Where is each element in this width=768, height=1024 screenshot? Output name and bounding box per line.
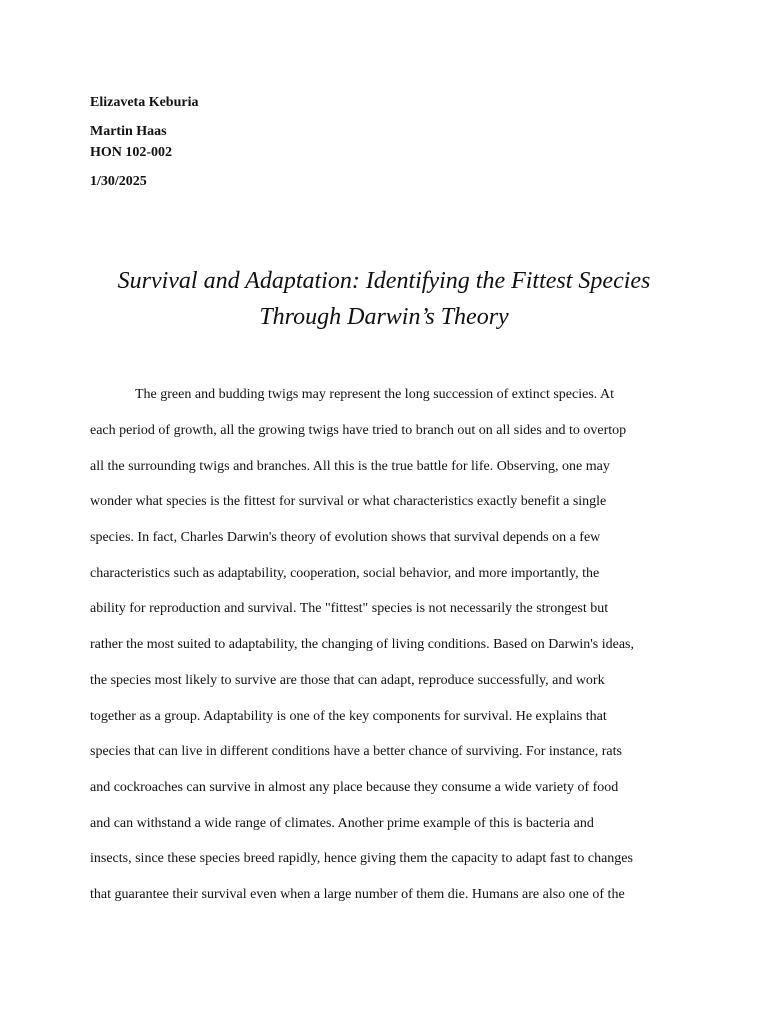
body-line: rather the most suited to adaptability, the changing of living conditions. Based on Darwin's ideas,: [90, 637, 635, 652]
body-line: all the surrounding twigs and branches. All this is the true battle for life. Observing, one may: [90, 459, 610, 474]
essay-title-line-2: Through Darwin’s Theory: [259, 304, 509, 330]
document-date: 1/30/2025: [90, 174, 147, 189]
body-line: wonder what species is the fittest for survival or what characteristics exactly benefit a single: [90, 494, 607, 509]
course-code: HON 102-002: [90, 145, 173, 160]
body-line: insects, since these species breed rapidly, hence giving them the capacity to adapt fast to changes: [90, 851, 633, 866]
body-line: that guarantee their survival even when a large number of them die. Humans are also one of the: [90, 887, 625, 902]
author-name: Elizaveta Keburia: [90, 95, 199, 110]
body-line: each period of growth, all the growing twigs have tried to branch out on all sides and to overtop: [90, 423, 627, 438]
body-line: and can withstand a wide range of climates. Another prime example of this is bacteria and: [90, 816, 594, 831]
body-line: characteristics such as adaptability, cooperation, social behavior, and more importantly, the: [90, 566, 600, 581]
body-line: The green and budding twigs may represent the long succession of extinct species. At: [135, 387, 614, 402]
body-line: ability for reproduction and survival. The "fittest" species is not necessarily the strongest but: [90, 601, 609, 616]
body-line: the species most likely to survive are those that can adapt, reproduce successfully, and work: [90, 673, 605, 688]
body-line: together as a group. Adaptability is one of the key components for survival. He explains that: [90, 709, 607, 724]
body-line: species that can live in different conditions have a better chance of surviving. For instance, rats: [90, 744, 622, 759]
instructor-name: Martin Haas: [90, 124, 167, 139]
body-line: species. In fact, Charles Darwin's theory of evolution shows that survival depends on a few: [90, 530, 601, 545]
essay-title-line-1: Survival and Adaptation: Identifying the Fittest Species: [117, 268, 651, 294]
body-line: and cockroaches can survive in almost any place because they consume a wide variety of food: [90, 780, 619, 795]
